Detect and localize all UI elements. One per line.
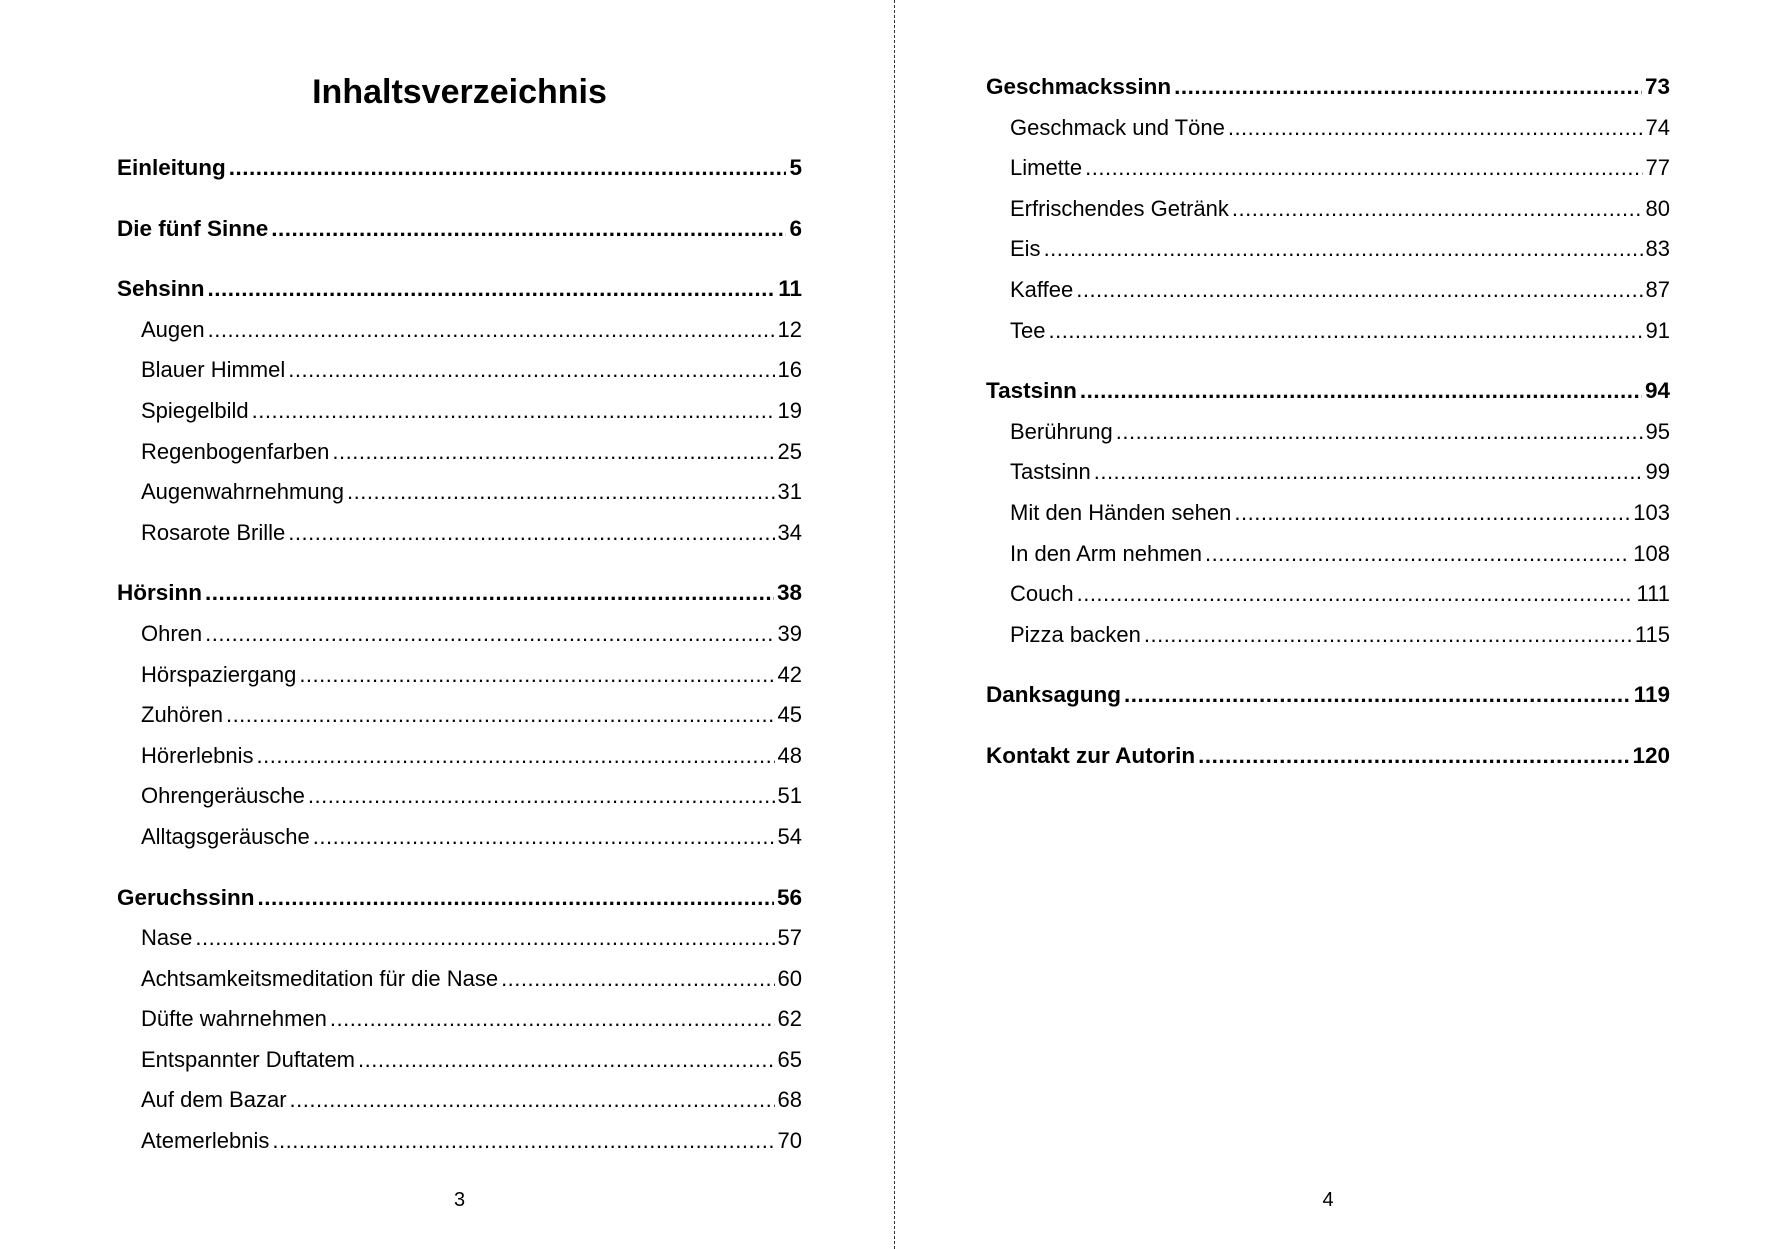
toc-entry-page-number: 25 xyxy=(777,438,802,464)
dot-leader xyxy=(501,959,774,1000)
toc-entry-page-number: 74 xyxy=(1645,114,1670,140)
toc-chapter-entry xyxy=(986,675,1670,716)
toc-entry-title: Augenwahrnehmung xyxy=(141,479,345,505)
toc-section-entry xyxy=(117,310,802,351)
toc-entry-page-number: 11 xyxy=(778,276,802,302)
dot-leader xyxy=(330,999,775,1040)
toc-entry-title: Alltagsgeräusche xyxy=(141,823,310,849)
dot-leader xyxy=(1174,67,1642,108)
toc-entry-page-number: 120 xyxy=(1632,742,1670,768)
dot-leader xyxy=(226,695,775,736)
toc-section-entry xyxy=(117,776,802,817)
toc-entry-page-number: 48 xyxy=(777,742,802,768)
toc-section-entry xyxy=(986,412,1670,453)
toc-entry-title: Hörsinn xyxy=(117,580,203,606)
toc-chapter-entry xyxy=(986,736,1670,777)
toc-entry-page-number: 6 xyxy=(789,215,802,241)
dot-leader xyxy=(358,1040,775,1081)
page-number-left: 3 xyxy=(453,1189,466,1211)
toc-section-entry xyxy=(117,655,802,696)
toc-section-entry xyxy=(986,311,1670,352)
toc-section-entry xyxy=(117,736,802,777)
toc-section-entry xyxy=(986,148,1670,189)
toc-section-entry xyxy=(986,270,1670,311)
toc-entry-title: Düfte wahrnehmen xyxy=(141,1006,327,1032)
toc-entry-page-number: 56 xyxy=(776,884,802,910)
toc-section-entry xyxy=(117,513,802,554)
toc-section-entry xyxy=(117,959,802,1000)
dot-leader xyxy=(1076,270,1642,311)
toc-entry-page-number: 45 xyxy=(777,702,802,728)
toc-entry-page-number: 83 xyxy=(1645,236,1670,262)
dot-leader xyxy=(1044,229,1643,270)
toc-entry-title: Geschmackssinn xyxy=(986,74,1172,99)
toc-section-entry xyxy=(117,391,802,432)
toc-entry-page-number: 60 xyxy=(777,965,802,991)
toc-entry-page-number: 62 xyxy=(777,1006,802,1032)
toc-section-entry xyxy=(117,918,802,959)
dot-leader xyxy=(1228,108,1643,149)
toc-section-entry xyxy=(117,1121,802,1162)
dot-leader xyxy=(258,878,774,919)
dot-leader xyxy=(308,776,775,817)
toc-entry-page-number: 57 xyxy=(777,925,802,951)
toc-entry-page-number: 70 xyxy=(777,1128,802,1154)
toc-entry-page-number: 19 xyxy=(777,397,802,423)
toc-chapter-entry xyxy=(986,371,1670,412)
dot-leader xyxy=(288,513,774,554)
toc-section-entry xyxy=(986,108,1670,149)
toc-section-entry xyxy=(117,350,802,391)
toc-entry-page-number: 68 xyxy=(777,1087,802,1113)
toc-entry-title: Tee xyxy=(1010,317,1046,343)
toc-chapter-entry xyxy=(117,148,802,189)
toc-entry-title: Berührung xyxy=(1010,418,1113,444)
toc-section-entry xyxy=(986,615,1670,656)
dot-leader xyxy=(290,1080,775,1121)
toc-entry-title: Einleitung xyxy=(117,155,226,180)
dot-leader xyxy=(347,472,774,513)
toc-section-entry xyxy=(117,472,802,513)
toc-entry-page-number: 77 xyxy=(1645,155,1670,181)
toc-chapter-entry xyxy=(117,269,802,310)
toc-entry-title: Tastsinn xyxy=(1010,459,1091,485)
toc-entry-title: Hörerlebnis xyxy=(141,742,254,768)
toc-chapter-entry xyxy=(117,878,802,919)
dot-leader xyxy=(208,310,775,351)
toc-title: Inhaltsverzeichnis xyxy=(312,73,607,111)
toc-entry-page-number: 34 xyxy=(777,519,802,545)
dot-leader xyxy=(1077,574,1634,615)
dot-leader xyxy=(195,918,774,959)
toc-entry-title: Blauer Himmel xyxy=(141,357,286,383)
dot-leader xyxy=(1144,615,1632,656)
toc-section-entry xyxy=(117,1040,802,1081)
toc-entry-title: Couch xyxy=(1010,581,1074,607)
toc-entry-page-number: 16 xyxy=(777,357,802,383)
dot-leader xyxy=(313,817,775,858)
toc-section-entry xyxy=(986,574,1670,615)
dot-leader xyxy=(1094,452,1643,493)
toc-entry-page-number: 65 xyxy=(777,1046,802,1072)
toc-chapter-entry xyxy=(117,573,802,614)
dot-leader xyxy=(1205,534,1630,575)
right-page xyxy=(986,0,1670,1249)
toc-entry-title: Sehsinn xyxy=(117,276,205,302)
toc-entry-title: Atemerlebnis xyxy=(141,1128,270,1154)
dot-leader xyxy=(208,269,776,310)
toc-entry-title: Danksagung xyxy=(986,682,1122,708)
toc-entry-page-number: 94 xyxy=(1644,378,1670,404)
dot-leader xyxy=(205,614,774,655)
toc-entry-title: Hörspaziergang xyxy=(141,661,297,687)
dot-leader xyxy=(257,736,775,777)
dot-leader xyxy=(299,655,774,696)
toc-entry-page-number: 12 xyxy=(777,316,802,342)
toc-entry-title: Die fünf Sinne xyxy=(117,215,269,241)
toc-entry-title: Regenbogenfarben xyxy=(141,438,330,464)
toc-section-entry xyxy=(117,695,802,736)
toc-section-entry xyxy=(117,614,802,655)
toc-entry-title: Limette xyxy=(1010,155,1083,181)
toc-entry-page-number: 115 xyxy=(1634,621,1670,647)
toc-entry-page-number: 73 xyxy=(1644,74,1670,99)
page-divider xyxy=(894,0,895,1249)
toc-entry-page-number: 42 xyxy=(777,661,802,687)
dot-leader xyxy=(1080,371,1642,412)
toc-entry-title: Mit den Händen sehen xyxy=(1010,499,1232,525)
toc-section-entry xyxy=(117,999,802,1040)
toc-section-entry xyxy=(986,534,1670,575)
toc-section-entry xyxy=(117,432,802,473)
dot-leader xyxy=(229,148,787,189)
dot-leader xyxy=(332,432,774,473)
left-page xyxy=(117,0,802,1249)
toc-entry-title: Kontakt zur Autorin xyxy=(986,742,1196,768)
toc-entry-title: Rosarote Brille xyxy=(141,519,286,545)
toc-entry-page-number: 51 xyxy=(777,783,802,809)
dot-leader xyxy=(1085,148,1642,189)
toc-entry-title: Erfrischendes Getränk xyxy=(1010,195,1229,221)
toc-entry-title: Spiegelbild xyxy=(141,397,249,423)
dot-leader xyxy=(288,350,774,391)
dot-leader xyxy=(1198,736,1629,777)
page-number-right: 4 xyxy=(1322,1189,1334,1211)
toc-entry-page-number: 108 xyxy=(1633,540,1670,566)
toc-entry-title: Nase xyxy=(141,925,193,951)
toc-entry-title: Achtsamkeitsmeditation für die Nase xyxy=(141,965,499,991)
toc-entry-page-number: 119 xyxy=(1633,682,1670,708)
dot-leader xyxy=(1048,311,1642,352)
toc-entry-title: Ohren xyxy=(141,620,203,646)
dot-leader xyxy=(1116,412,1643,453)
toc-entry-page-number: 31 xyxy=(777,479,802,505)
toc-chapter-entry xyxy=(117,209,802,250)
toc-entry-title: In den Arm nehmen xyxy=(1010,540,1203,566)
toc-entry-page-number: 91 xyxy=(1645,317,1670,343)
toc-entry-page-number: 111 xyxy=(1636,581,1670,607)
toc-entry-title: Auf dem Bazar xyxy=(141,1087,287,1113)
toc-list-left xyxy=(117,148,802,1162)
toc-entry-page-number: 87 xyxy=(1645,276,1670,302)
toc-section-entry xyxy=(986,229,1670,270)
toc-entry-page-number: 95 xyxy=(1645,418,1670,444)
toc-entry-page-number: 38 xyxy=(776,580,802,606)
toc-chapter-entry xyxy=(986,67,1670,108)
toc-entry-title: Eis xyxy=(1010,236,1041,262)
toc-entry-title: Augen xyxy=(141,316,205,342)
toc-section-entry xyxy=(986,493,1670,534)
dot-leader xyxy=(1124,675,1631,716)
dot-leader xyxy=(1232,189,1643,230)
dot-leader xyxy=(271,209,786,250)
toc-entry-page-number: 103 xyxy=(1633,499,1670,525)
dot-leader xyxy=(272,1121,774,1162)
toc-entry-title: Zuhören xyxy=(141,702,223,728)
dot-leader xyxy=(1234,493,1630,534)
toc-entry-title: Geruchssinn xyxy=(117,884,255,910)
toc-section-entry xyxy=(986,189,1670,230)
toc-entry-title: Ohrengeräusche xyxy=(141,783,305,809)
toc-entry-page-number: 5 xyxy=(789,155,802,180)
toc-entry-page-number: 39 xyxy=(777,620,802,646)
toc-entry-title: Pizza backen xyxy=(1010,621,1141,647)
toc-entry-page-number: 54 xyxy=(777,823,802,849)
toc-entry-title: Entspannter Duftatem xyxy=(141,1046,356,1072)
toc-entry-page-number: 99 xyxy=(1645,459,1670,485)
toc-entry-page-number: 80 xyxy=(1645,195,1670,221)
toc-section-entry xyxy=(117,817,802,858)
dot-leader xyxy=(205,573,774,614)
toc-section-entry xyxy=(986,452,1670,493)
toc-entry-title: Tastsinn xyxy=(986,378,1077,404)
toc-entry-title: Kaffee xyxy=(1010,276,1074,302)
toc-entry-title: Geschmack und Töne xyxy=(1010,114,1225,140)
toc-section-entry xyxy=(117,1080,802,1121)
toc-list-right xyxy=(986,67,1670,777)
dot-leader xyxy=(252,391,775,432)
